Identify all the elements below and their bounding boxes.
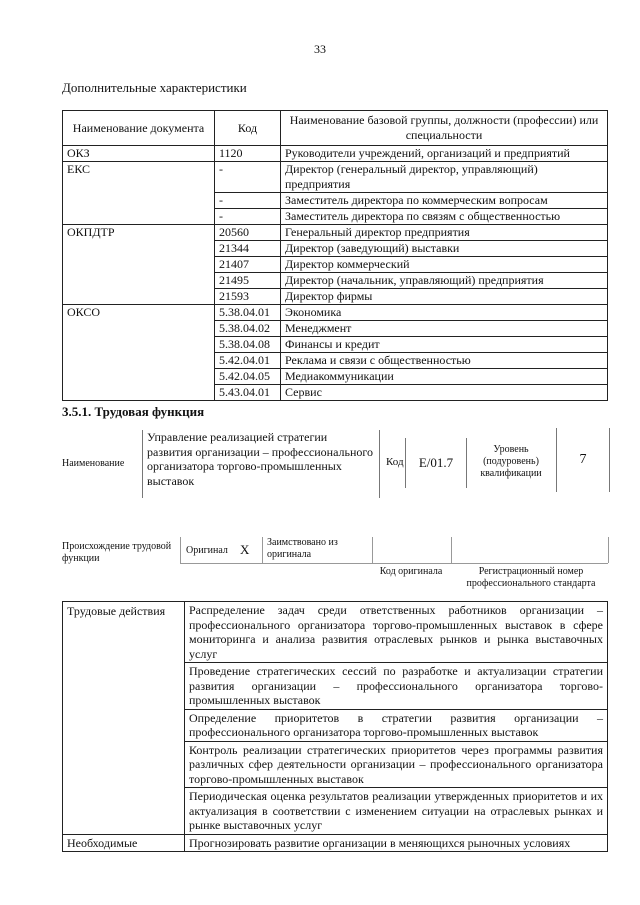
table-row (63, 305, 608, 321)
name-label: Наименование (62, 458, 125, 469)
function-name-value: Управление реализацией стратегии развития организации – профессионального организатора торгово-промышленных выставок (142, 430, 380, 498)
document-name-cell: ОКПДТР (63, 225, 215, 305)
code-cell: - (215, 193, 281, 209)
code-cell: - (215, 209, 281, 225)
code-label: Код (386, 456, 404, 468)
occupation-name-cell: Экономика (281, 305, 608, 321)
table-row (63, 834, 608, 852)
original-label: Оригинал (186, 545, 228, 556)
original-mark: X (240, 542, 250, 557)
occupation-name-cell: Директор фирмы (281, 289, 608, 305)
table-header-row (63, 111, 608, 146)
code-cell: 21593 (215, 289, 281, 305)
code-cell: - (215, 162, 281, 193)
occupation-name-cell: Директор (заведующий) выставки (281, 241, 608, 257)
code-cell: 5.38.04.02 (215, 321, 281, 337)
original-code-box (372, 537, 452, 563)
code-cell: 5.38.04.08 (215, 337, 281, 353)
action-item: Проведение стратегических сессий по разработке и актуализации стратегии развития организации – профессионального организатора торгово-промышленных выставок (185, 663, 608, 710)
occupation-name-cell: Директор (начальник, управляющий) предприятия (281, 273, 608, 289)
occupation-name-cell: Руководители учреждений, организаций и предприятий (281, 146, 608, 162)
code-cell: 5.42.04.05 (215, 369, 281, 385)
actions-label: Трудовые действия (63, 602, 185, 835)
header-name: Наименование базовой группы, должности (профессии) или специальности (281, 111, 608, 146)
occupation-name-cell: Заместитель директора по связям с общественностью (281, 209, 608, 225)
table-row (63, 162, 608, 193)
occupation-name-cell: Финансы и кредит (281, 337, 608, 353)
skill-item: Прогнозировать развитие организации в меняющихся рыночных условиях (185, 834, 608, 852)
code-caption: Код оригинала (379, 566, 443, 577)
level-value: 7 (556, 428, 610, 492)
occupation-name-cell: Менеджмент (281, 321, 608, 337)
code-cell: 21495 (215, 273, 281, 289)
occupation-name-cell: Сервис (281, 385, 608, 401)
additional-heading: Дополнительные характеристики (62, 80, 247, 95)
reg-number-box (450, 537, 609, 563)
occupation-name-cell: Заместитель директора по коммерческим вопросам (281, 193, 608, 209)
section-heading: 3.5.1. Трудовая функция (62, 404, 205, 419)
document-name-cell: ЕКС (63, 162, 215, 225)
code-cell: 5.38.04.01 (215, 305, 281, 321)
required-label: Необходимые (63, 834, 185, 852)
occupation-name-cell: Директор (генеральный директор, управляющий) предприятия (281, 162, 608, 193)
code-cell: 21407 (215, 257, 281, 273)
table-row (63, 225, 608, 241)
occupation-name-cell: Генеральный директор предприятия (281, 225, 608, 241)
code-cell: 21344 (215, 241, 281, 257)
action-item: Периодическая оценка результатов реализации утвержденных приоритетов и их актуализация в соответствии с изменением ситуации на отраслевых рынках и рынке выставочных услуг (185, 788, 608, 835)
origin-label: Происхождение трудовой функции (62, 541, 172, 564)
header-document: Наименование документа (63, 111, 215, 146)
page-number: 33 (314, 42, 326, 56)
origin-box (180, 537, 608, 564)
header-code: Код (215, 111, 281, 146)
occupation-name-cell: Реклама и связи с общественностью (281, 353, 608, 369)
action-item: Распределение задач среди ответственных работников организации – профессионального организатора торгово-промышленных выставок в сфере мониторинга и анализа развития отраслевых рынков и рынка выставочных услуг (185, 602, 608, 663)
classification-table (62, 110, 608, 401)
document-name-cell: ОКСО (63, 305, 215, 401)
table-row (63, 146, 608, 162)
code-cell: 5.43.04.01 (215, 385, 281, 401)
occupation-name-cell: Медиакоммуникации (281, 369, 608, 385)
document-name-cell: ОКЗ (63, 146, 215, 162)
level-label: Уровень (подуровень) квалификации (480, 444, 542, 479)
code-cell: 20560 (215, 225, 281, 241)
reg-caption: Регистрационный номер профессионального стандарта (466, 566, 596, 589)
action-item: Определение приоритетов в стратегии развития организации – профессионального организатора торгово-промышленных выставок (185, 709, 608, 741)
labor-actions-table (62, 601, 608, 852)
table-row (63, 602, 608, 663)
code-cell: 5.42.04.01 (215, 353, 281, 369)
code-cell: 1120 (215, 146, 281, 162)
function-code-value: E/01.7 (405, 438, 467, 488)
occupation-name-cell: Директор коммерческий (281, 257, 608, 273)
borrowed-label: Заимствовано из оригинала (262, 537, 377, 563)
action-item: Контроль реализации стратегических приоритетов через программы развития различных сфер деятельности организации – профессионального организатора торгово-промышленных выставок (185, 741, 608, 788)
